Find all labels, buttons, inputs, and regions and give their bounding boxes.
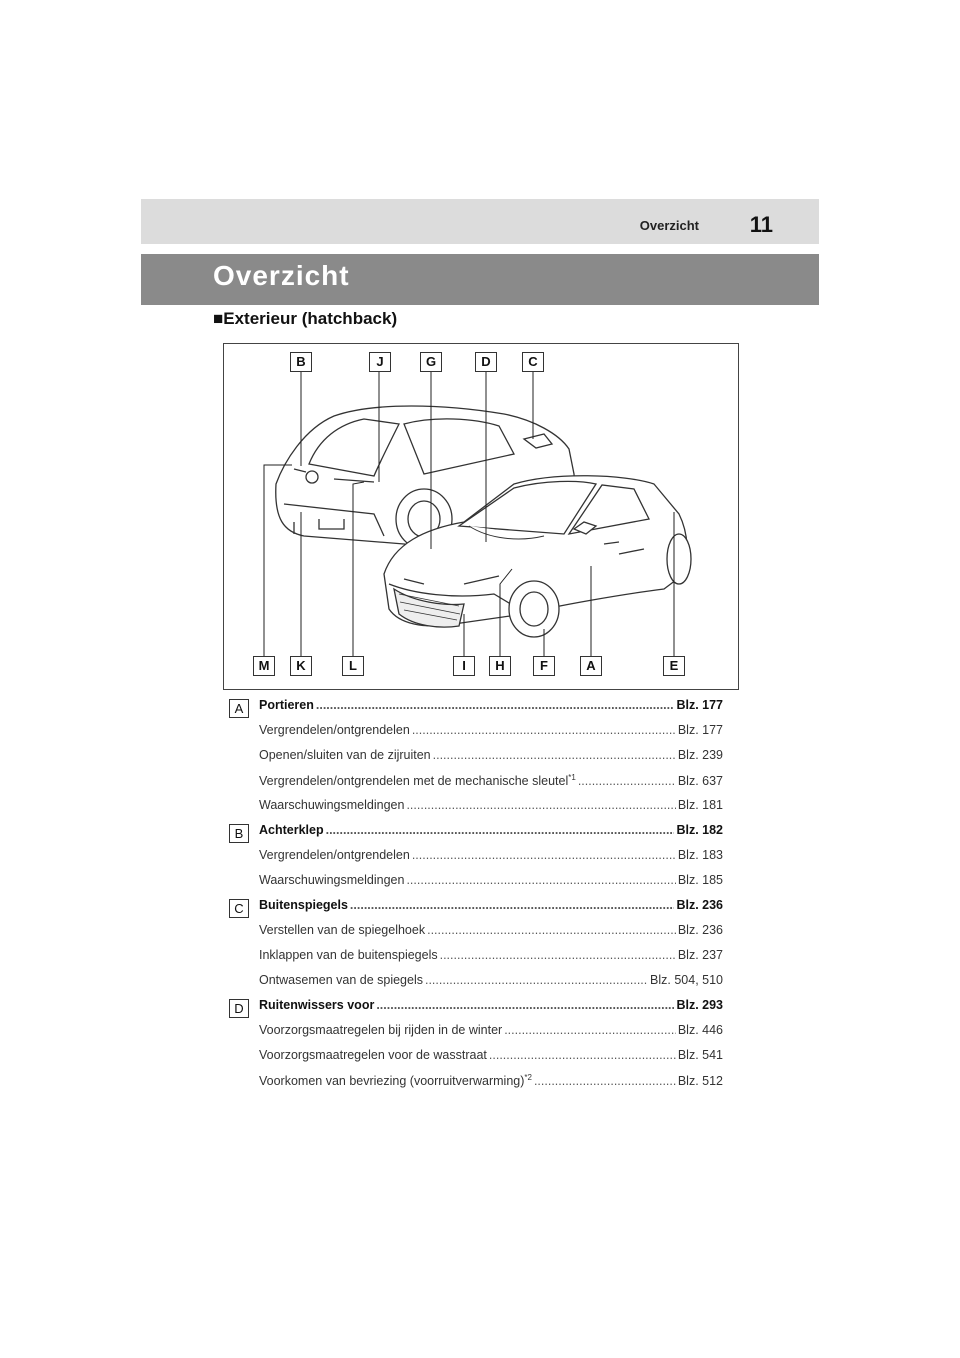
list-item-main[interactable]: Achterklep ..... Blz. 182	[259, 823, 723, 848]
page-header	[141, 199, 819, 244]
footnote-marker: *2	[524, 1073, 532, 1082]
callout-label: I	[453, 656, 475, 676]
page-title: Overzicht	[213, 260, 350, 291]
callout-label: H	[489, 656, 511, 676]
list-item[interactable]: Vergrendelen/ontgrendelen met de mechanische sleutel$^{*1}$ ..... Blz. 637	[259, 773, 723, 798]
list-item[interactable]: Voorkomen van bevriezing (voorruitverwarming)$^{*2}$ ..... Blz. 512	[259, 1073, 723, 1098]
section-badge: D	[229, 999, 249, 1018]
list-item-main[interactable]: Buitenspiegels ..... Blz. 236	[259, 898, 723, 923]
footnote-marker: *1	[568, 773, 576, 782]
callout-label: G	[420, 352, 442, 372]
section-tailgate	[229, 823, 723, 898]
callout-label: K	[290, 656, 312, 676]
list-item[interactable]: Waarschuwingsmeldingen ..... Blz. 181	[259, 798, 723, 823]
car-illustration	[224, 344, 738, 689]
list-item-main[interactable]: Portieren ..... Blz. 177	[259, 698, 723, 723]
callout-label: B	[290, 352, 312, 372]
section-badge: B	[229, 824, 249, 843]
callout-label: F	[533, 656, 555, 676]
header-section-name: Overzicht	[639, 218, 699, 233]
section-badge: C	[229, 899, 249, 918]
section-badge: A	[229, 699, 249, 718]
section-doors	[229, 698, 723, 823]
callout-label: A	[580, 656, 602, 676]
front-view-car	[384, 476, 691, 637]
callout-label: D	[475, 352, 497, 372]
callout-label: L	[342, 656, 364, 676]
list-item[interactable]: Openen/sluiten van de zijruiten ..... Blz. 239	[259, 748, 723, 773]
list-item[interactable]: Voorzorgsmaatregelen voor de wasstraat ..... Blz. 541	[259, 1048, 723, 1073]
callout-label: M	[253, 656, 275, 676]
section-wipers	[229, 998, 723, 1098]
page-number: 11	[749, 212, 773, 237]
list-item[interactable]: Vergrendelen/ontgrendelen ..... Blz. 183	[259, 848, 723, 873]
list-item[interactable]: Ontwasemen van de spiegels ..... Blz. 504, 510	[259, 973, 723, 998]
list-item-main[interactable]: Ruitenwissers voor ..... Blz. 293	[259, 998, 723, 1023]
callout-label: E	[663, 656, 685, 676]
list-item[interactable]: Voorzorgsmaatregelen bij rijden in de winter ..... Blz. 446	[259, 1023, 723, 1048]
car-exterior-figure	[223, 343, 739, 690]
list-item[interactable]: Verstellen van de spiegelhoek ..... Blz. 236	[259, 923, 723, 948]
list-item[interactable]: Inklappen van de buitenspiegels ..... Blz. 237	[259, 948, 723, 973]
reference-list	[229, 698, 723, 1098]
callout-label: J	[369, 352, 391, 372]
subheading: ■Exterieur (hatchback)	[213, 309, 398, 328]
list-item[interactable]: Vergrendelen/ontgrendelen ..... Blz. 177	[259, 723, 723, 748]
section-mirrors	[229, 898, 723, 998]
list-item[interactable]: Waarschuwingsmeldingen ..... Blz. 185	[259, 873, 723, 898]
title-bar	[141, 254, 819, 305]
callout-label: C	[522, 352, 544, 372]
